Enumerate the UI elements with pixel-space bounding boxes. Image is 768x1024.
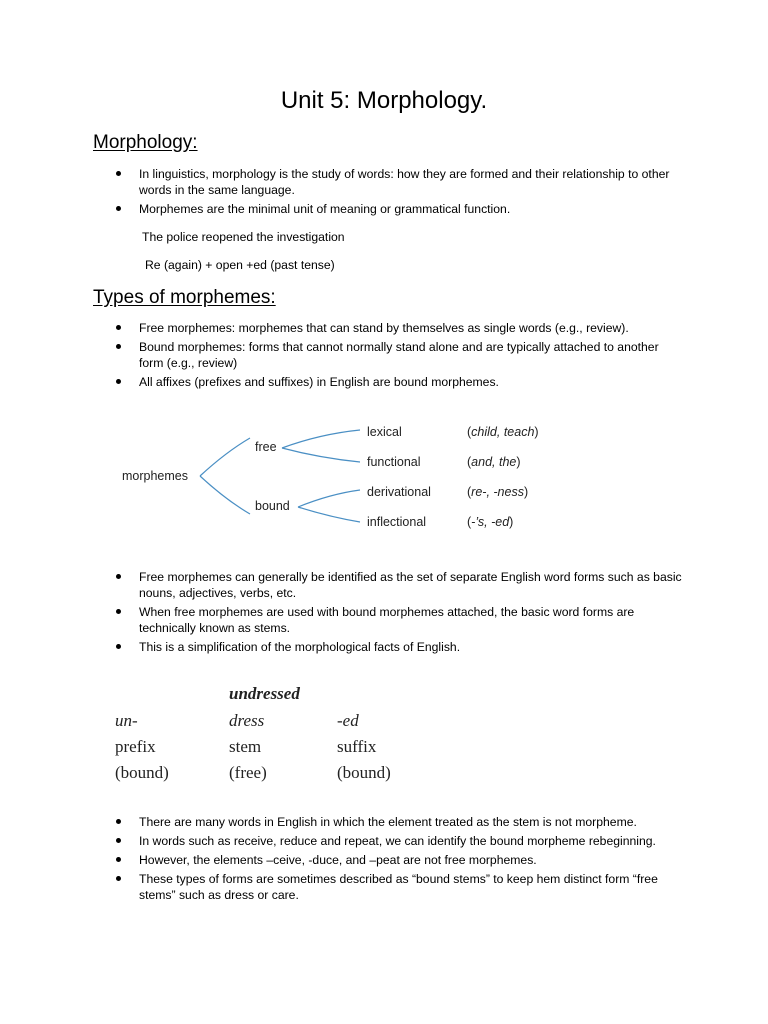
- figure-prefix-type: prefix: [115, 737, 156, 756]
- example-lexical-text: child, teach: [471, 425, 535, 439]
- list-item: When free morphemes are used with bound morphemes attached, the basic word forms are technically known as stems.: [139, 604, 684, 636]
- diagram-example-lexical: (child, teach): [467, 425, 539, 439]
- list-item: Morphemes are the minimal unit of meaning or grammatical function.: [139, 201, 684, 217]
- diagram-line-to-functional: [282, 448, 360, 462]
- list-item: However, the elements –ceive, -duce, and –peat are not free morphemes.: [139, 852, 684, 868]
- list-item: Free morphemes can generally be identified as the set of separate English word forms such as basic nouns, adjectives, verbs, etc.: [139, 569, 684, 601]
- diagram-free-label: free: [255, 440, 277, 454]
- example-derivational-text: re-, -ness: [471, 485, 524, 499]
- diagram-derivational-label: derivational: [367, 485, 431, 499]
- bound-stems-bullet-list: [139, 814, 684, 906]
- list-item: Free morphemes: morphemes that can stand by themselves as single words (e.g., review).: [139, 320, 684, 336]
- diagram-inflectional-label: inflectional: [367, 515, 427, 529]
- figure-prefix-form: un-: [115, 711, 138, 730]
- example-sentence: The police reopened the investigation: [142, 230, 345, 244]
- diagram-line-to-bound: [200, 476, 250, 514]
- list-item: This is a simplification of the morphological facts of English.: [139, 639, 684, 655]
- stems-bullet-list: [139, 569, 684, 658]
- diagram-example-inflectional: (-’s, -ed): [467, 515, 514, 529]
- list-item: There are many words in English in which the element treated as the stem is not morpheme.: [139, 814, 684, 830]
- diagram-line-to-lexical: [282, 430, 360, 448]
- diagram-line-to-free: [200, 438, 250, 476]
- section-heading-types: Types of morphemes:: [93, 287, 276, 308]
- page-title: Unit 5: Morphology.: [280, 87, 488, 114]
- example-functional-text: and, the: [471, 455, 517, 469]
- list-item: In linguistics, morphology is the study of words: how they are formed and their relationship to other words in the same language.: [139, 166, 684, 198]
- diagram-line-to-inflectional: [298, 507, 360, 522]
- diagram-functional-label: functional: [367, 455, 421, 469]
- figure-suffix-type: suffix: [337, 737, 377, 756]
- diagram-bound-label: bound: [255, 499, 290, 513]
- figure-stem-form: dress: [229, 711, 265, 730]
- figure-stem-type: stem: [229, 737, 262, 756]
- diagram-example-functional: (and, the): [467, 455, 521, 469]
- list-item: All affixes (prefixes and suffixes) in English are bound morphemes.: [139, 374, 684, 390]
- figure-word: undressed: [229, 684, 300, 703]
- figure-suffix-status: (bound): [337, 763, 391, 782]
- diagram-line-to-derivational: [298, 490, 360, 507]
- list-item: Bound morphemes: forms that cannot normally stand alone and are typically attached to another form (e.g., review): [139, 339, 684, 371]
- figure-suffix-form: -ed: [337, 711, 359, 730]
- diagram-example-derivational: (re-, -ness): [467, 485, 529, 499]
- figure-stem-status: (free): [229, 763, 267, 782]
- diagram-root-label: morphemes: [122, 469, 188, 483]
- list-item: In words such as receive, reduce and repeat, we can identify the bound morpheme rebeginning.: [139, 833, 684, 849]
- example-breakdown: Re (again) + open +ed (past tense): [145, 258, 335, 272]
- section-heading-morphology: Morphology:: [93, 132, 198, 153]
- list-item: These types of forms are sometimes described as “bound stems” to keep hem distinct form “free stems” such as dress or care.: [139, 871, 684, 903]
- figure-prefix-status: (bound): [115, 763, 169, 782]
- diagram-lexical-label: lexical: [367, 425, 402, 439]
- example-inflectional-text: -’s, -ed: [471, 515, 510, 529]
